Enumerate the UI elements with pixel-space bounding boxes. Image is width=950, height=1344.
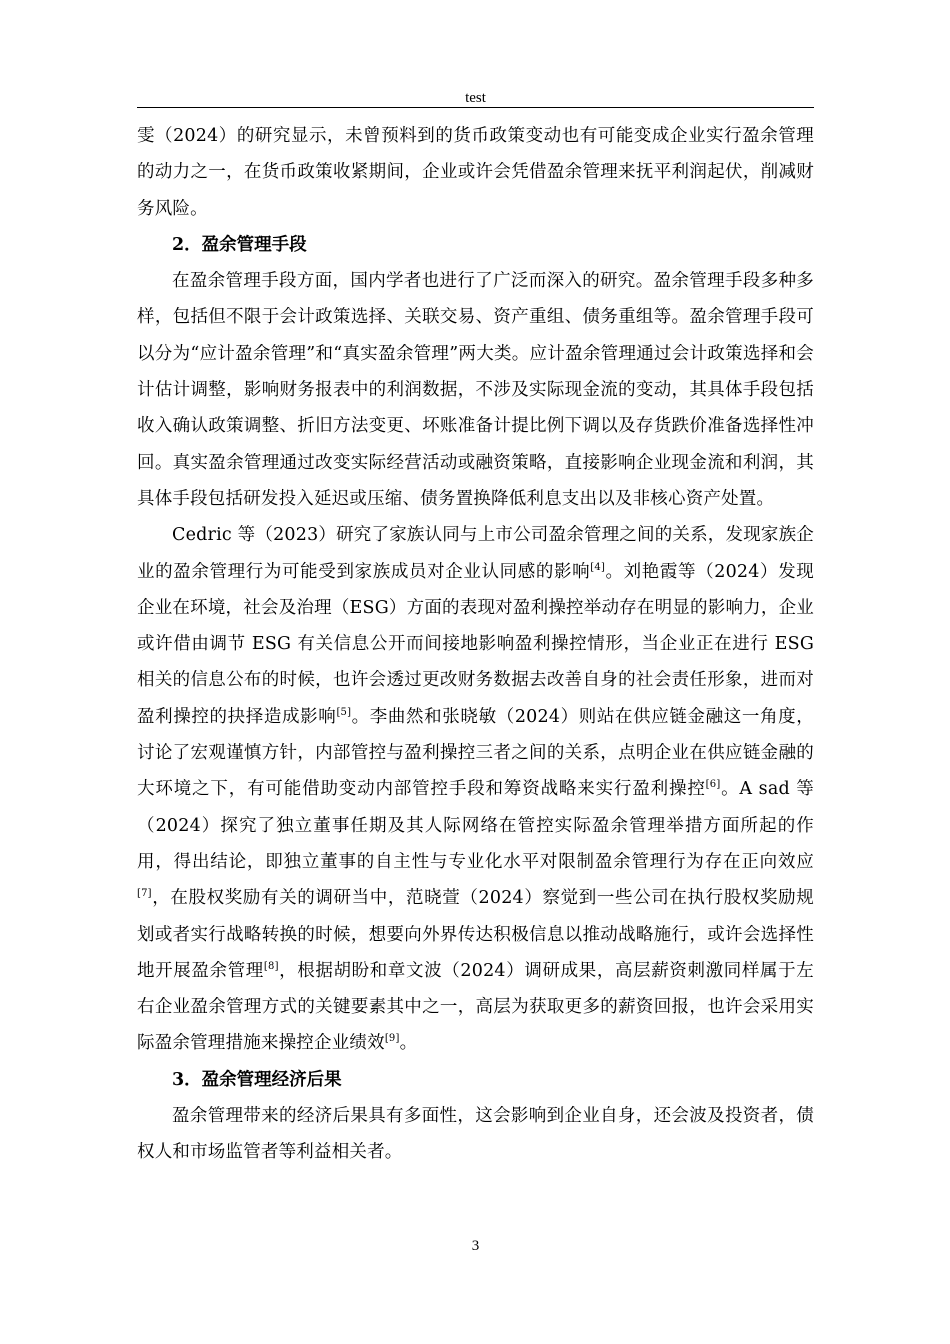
paragraph-literature-review (137, 517, 814, 1061)
text-segment: ，在股权奖励有关的调研当中，范晓萱（2024）察觉到一些公司在执行股权奖励规划或者实行战略转换的时候，想要向外界传达积极信息以推动战略施行，或许会选择性地开展盈余管理 (137, 888, 814, 981)
text-segment: 。李曲然和张晓敏（2024）则站在供应链金融这一角度，讨论了宏观谨慎方针，内部管控与盈利操控三者之间的关系，点明企业在供应链金融的大环境之下，有可能借助变动内部管控手段和筹资战略来实行盈利操控 (137, 706, 815, 800)
text-segment: ，根据胡盼和章文波（2024）调研成果，高层薪资刺激同样属于左右企业盈余管理方式的关键要素其中之一，高层为获取更多的薪资回报，也许会采用实际盈余管理措施来操控企业绩效 (137, 960, 814, 1054)
citation-ref: [6] (705, 779, 721, 791)
citation-ref: [4] (590, 561, 606, 573)
paragraph-means: 在盈余管理手段方面，国内学者也进行了广泛而深入的研究。盈余管理手段多种多样，包括但不限于会计政策选择、关联交易、资产重组、债务重组等。盈余管理手段可以分为“应计盈余管理”和“真实盈余管理”两大类。应计盈余管理通过会计政策选择和会计估计调整，影响财务报表中的利润数据，不涉及实际现金流的变动，其具体手段包括收入确认政策调整、折旧方法变更、坏账准备计提比例下调以及存货跌价准备选择性冲回。真实盈余管理通过改变实际经营活动或融资策略，直接影响企业现金流和利润，其具体手段包括研发投入延迟或压缩、债务置换降低利息支出以及非核心资产处置。 (137, 271, 814, 509)
text-segment: 。 (399, 1033, 418, 1054)
section-heading-economic-consequences: 3．盈余管理经济后果 (172, 1069, 342, 1090)
citation-ref: [5] (336, 706, 352, 718)
page-number: 3 (471, 1238, 480, 1254)
citation-ref: [9] (384, 1033, 400, 1045)
page-header: test (465, 90, 486, 106)
header-rule (137, 107, 814, 108)
citation-ref: [7] (137, 888, 152, 900)
text-segment: Cedric 等（2023）研究了家族认同与上市公司盈余管理之间的关系，发现家族企业的盈余管理行为可能受到家族成员对企业认同感的影响 (137, 525, 815, 582)
document-body (137, 118, 814, 1171)
section-heading-earnings-management-means: 2．盈余管理手段 (172, 234, 307, 255)
citation-ref: [8] (263, 960, 279, 972)
text-segment: 。刘艳霞等（2024）发现企业在环境，社会及治理（ESG）方面的表现对盈利操控举动存在明显的影响力，企业或许借由调节 ESG 有关信息公开而间接地影响盈利操控情形，当企业正在进行 ESG 相关的信息公布的时候，也许会透过更改财务数据去改善自身的社会责任形象，进而对盈利操控的抉择造成影响 (137, 561, 814, 727)
paragraph-continuation: 雯（2024）的研究显示，未曾预料到的货币政策变动也有可能变成企业实行盈余管理的动力之一，在货币政策收紧期间，企业或许会凭借盈余管理来抚平利润起伏，削减财务风险。 (137, 126, 814, 219)
paragraph-consequences: 盈余管理带来的经济后果具有多面性，这会影响到企业自身，还会波及投资者，债权人和市场监管者等利益相关者。 (137, 1106, 814, 1163)
text-segment: 。A sad 等（2024）探究了独立董事任期及其人际网络在管控实际盈余管理举措方面所起的作用，得出结论，即独立董事的自主性与专业化水平对限制盈余管理行为存在正向效应 (137, 779, 814, 872)
